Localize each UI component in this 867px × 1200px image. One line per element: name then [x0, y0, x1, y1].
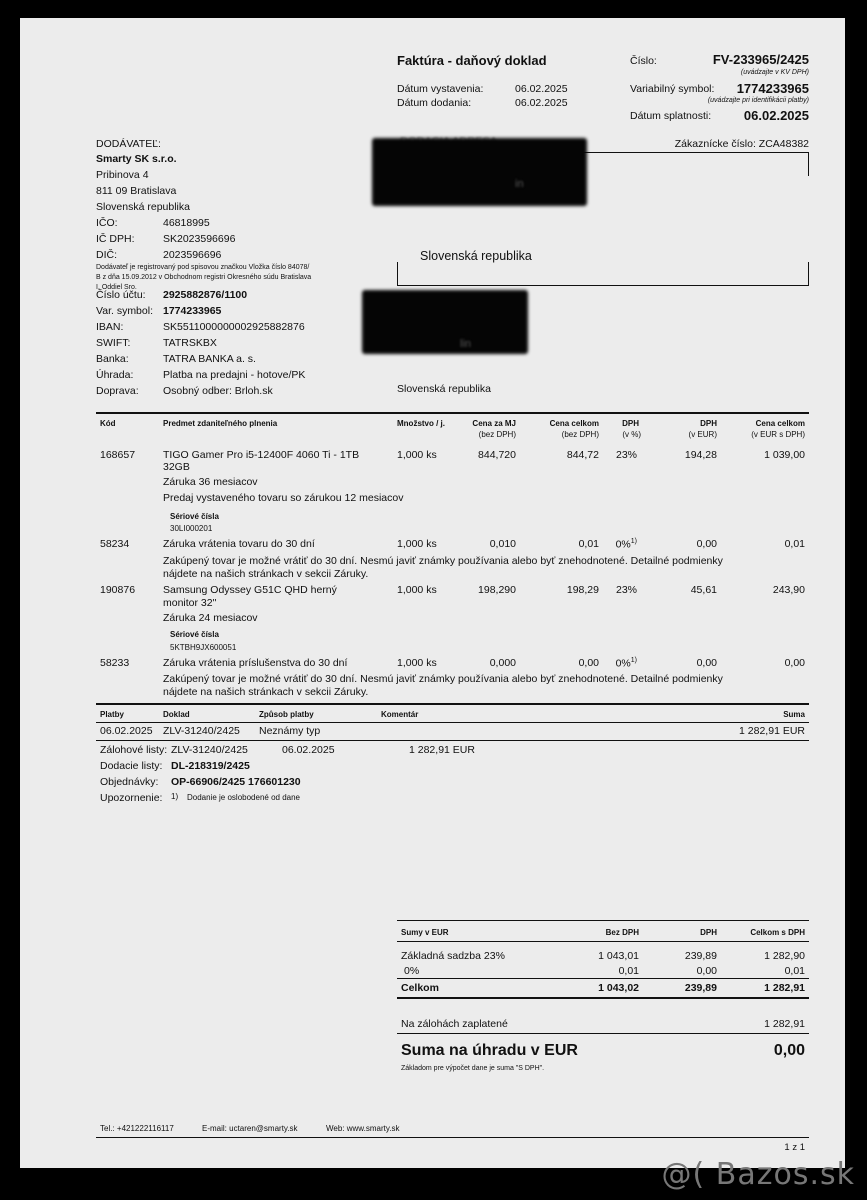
due-date-label: Dátum splatnosti:: [630, 110, 712, 122]
page-number: 1 z 1: [784, 1142, 805, 1153]
summary-row-label: Základná sadzba 23%: [401, 950, 505, 962]
item-name: TIGO Gamer Pro i5-12400F 4060 Ti - 1TB: [163, 449, 360, 461]
delivery-date-label: Dátum dodania:: [397, 97, 472, 109]
item-name: Samsung Odyssey G51C QHD herný: [163, 584, 337, 596]
varsym-label: Var. symbol:: [96, 305, 153, 317]
serial-number: 5KTBH9JX600051: [170, 643, 237, 652]
notice-number: 1): [171, 792, 179, 801]
summary-row-label: 0%: [404, 965, 420, 977]
ico-value: 46818995: [163, 217, 210, 229]
col-unit-price-sub: (bez DPH): [478, 430, 516, 439]
deposits-paid-label: Na zálohách zaplatené: [401, 1018, 508, 1030]
col-vat-rate-sub: (v %): [622, 430, 641, 439]
item-total: 198,29: [566, 584, 599, 596]
item-total: 844,72: [566, 449, 599, 461]
variable-symbol: 1774233965: [736, 81, 809, 96]
account-label: Číslo účtu:: [96, 289, 146, 301]
col-vat-amount: DPH: [700, 419, 717, 428]
delivery-date: 06.02.2025: [515, 97, 568, 109]
footer-rule: [96, 1137, 809, 1138]
summary-total-label: Celkom: [401, 982, 439, 994]
pay-col-amount: Suma: [783, 710, 805, 719]
item-unit-price: 198,290: [478, 584, 516, 596]
invoice-number: FV-233965/2425: [712, 52, 809, 67]
item-note: Zakúpený tovar je možné vrátiť do 30 dní. Nesmú javiť známky používania alebo byť znehodnotené. Detailné podmienky: [163, 673, 723, 685]
delivery-notes-label: Dodacie listy:: [100, 760, 163, 772]
col-total-sub: (bez DPH): [561, 430, 599, 439]
serial-number: 30LI000201: [170, 524, 213, 533]
payment-label: Úhrada:: [96, 369, 134, 381]
summary-row-gross: 0,01: [784, 965, 805, 977]
item-vat-rate: [616, 657, 637, 670]
item-note: Záruka 24 mesiacov: [163, 612, 258, 624]
item-note: nájdete na našich stránkach v sekcii Záruky.: [163, 568, 369, 580]
invoice-title: Faktúra - daňový doklad: [397, 53, 547, 68]
item-name-cont: monitor 32": [163, 597, 217, 609]
ico-label: IČO:: [96, 217, 118, 229]
item-vat-amount: 194,28: [684, 449, 717, 461]
summary-total-vat: 239,89: [684, 982, 717, 994]
summary-top-rule: [397, 920, 809, 921]
footer-phone: Tel.: +421222116117: [100, 1124, 174, 1133]
payments-table-top-rule: [96, 703, 809, 705]
item-code: 58233: [100, 657, 130, 669]
payment-doc: ZLV-31240/2425: [163, 725, 240, 737]
supplier-country: Slovenská republika: [96, 201, 190, 213]
amount-due-value: 0,00: [773, 1042, 805, 1059]
payment-value: Platba na predajni - hotove/PK: [163, 369, 306, 381]
customer-blur-fragment-2: in: [515, 178, 524, 190]
supplier-city: 811 09 Bratislava: [96, 185, 177, 197]
vat-footnote-mark: 1): [630, 538, 637, 545]
tax-basis-note: Základom pre výpočet dane je suma "S DPH".: [401, 1065, 545, 1072]
customer-number: Zákaznícke číslo: ZCA48382: [674, 138, 809, 150]
swift-label: SWIFT:: [96, 337, 131, 349]
invoice-page: [20, 18, 845, 1168]
item-unit-price: 844,720: [478, 449, 516, 461]
item-note: Predaj vystaveného tovaru so zárukou 12 mesiacov: [163, 492, 404, 504]
item-qty: 1,000 ks: [397, 657, 437, 669]
summary-col-net: Bez DPH: [605, 928, 639, 937]
invoice-number-note: (uvádzajte v KV DPH): [740, 69, 809, 76]
supplier-street: Pribinova 4: [96, 169, 149, 181]
summary-row-net: 1 043,01: [598, 950, 639, 962]
col-unit-price: Cena za MJ: [472, 419, 516, 428]
pay-col-payments: Platby: [100, 710, 125, 719]
item-gross: 0,00: [784, 657, 805, 669]
col-code: Kód: [100, 419, 116, 428]
item-vat-rate: 23%: [615, 584, 637, 596]
due-date: 06.02.2025: [743, 108, 809, 123]
customer-address-redaction: [372, 138, 587, 206]
col-vat-rate: DPH: [622, 419, 639, 428]
variable-symbol-note: (uvádzajte pri identifikácii platby): [707, 97, 809, 104]
bank-value: TATRA BANKA a. s.: [163, 353, 256, 365]
summary-col-label: Sumy v EUR: [401, 928, 449, 937]
col-gross: Cena celkom: [755, 419, 805, 428]
customer-box-right-bottom: [808, 262, 809, 286]
delivery-notes: DL-218319/2425: [171, 760, 250, 772]
payment-amount: 1 282,91 EUR: [739, 725, 805, 737]
customer-box-right-top: [808, 152, 809, 176]
item-vat-rate: 23%: [615, 449, 637, 461]
deposits-paid-value: 1 282,91: [764, 1018, 805, 1030]
variable-symbol-label: Variabilný symbol:: [630, 83, 715, 95]
col-gross-sub: (v EUR s DPH): [751, 430, 805, 439]
item-gross: 243,90: [772, 584, 805, 596]
customer-box-bottom: [397, 285, 809, 286]
delivery-blur-fragment: lin: [460, 338, 472, 350]
item-note: Záruka 36 mesiacov: [163, 476, 258, 488]
serial-label: Sériové čísla: [170, 512, 219, 521]
dic-value: 2023596696: [163, 249, 222, 261]
swift-value: TATRSKBX: [163, 337, 217, 349]
item-code: 190876: [100, 584, 136, 596]
item-gross: 0,01: [784, 538, 805, 550]
customer-country: Slovenská republika: [420, 249, 532, 263]
item-code: 168657: [100, 449, 136, 461]
summary-col-gross: Celkom s DPH: [750, 928, 805, 937]
vat-footnote-mark: 1): [630, 657, 637, 664]
item-vat-amount: 0,00: [696, 538, 717, 550]
registry-line-3: I, Oddiel Sro.: [96, 284, 137, 291]
col-vat-amount-sub: (v EUR): [688, 430, 717, 439]
summary-row-vat: 0,00: [696, 965, 717, 977]
col-subject: Predmet zdaniteľného plnenia: [163, 419, 278, 428]
item-vat-amount: 0,00: [696, 657, 717, 669]
issue-date-label: Dátum vystavenia:: [397, 83, 484, 95]
col-total: Cena celkom: [549, 419, 599, 428]
item-unit-price: 0,010: [489, 538, 516, 550]
item-total: 0,00: [578, 657, 599, 669]
icdph-label: IČ DPH:: [96, 233, 135, 245]
serial-label: Sériové čísla: [170, 630, 219, 639]
bazos-watermark: @( Bazos.sk: [661, 1157, 855, 1192]
deposit-date: 06.02.2025: [282, 744, 335, 756]
vat-rate-value: 0%: [615, 657, 631, 670]
invoice-number-label: Číslo:: [630, 55, 657, 67]
summary-row-net: 0,01: [618, 965, 639, 977]
summary-total-rule: [397, 978, 809, 979]
item-name: Záruka vrátenia tovaru do 30 dní: [163, 538, 315, 550]
bank-label: Banka:: [96, 353, 129, 365]
orders-value: OP-66906/2425 176601230: [171, 776, 301, 788]
item-vat-rate: [616, 538, 637, 551]
notice-label: Upozornenie:: [100, 792, 163, 804]
icdph-value: SK2023596696: [163, 233, 236, 245]
issue-date: 06.02.2025: [515, 83, 568, 95]
item-qty: 1,000 ks: [397, 449, 437, 461]
summary-bottom-rule: [397, 997, 809, 999]
iban-value: SK5511000000002925882876: [163, 321, 305, 333]
orders-label: Objednávky:: [100, 776, 159, 788]
summary-col-vat: DPH: [700, 928, 717, 937]
customer-box-left-bottom: [397, 262, 398, 286]
item-name-cont: 32GB: [163, 461, 190, 473]
supplier-name: Smarty SK s.r.o.: [96, 153, 177, 165]
registry-line-2: B z dňa 15.09.2012 v Obchodnom registri Okresného súdu Bratislava: [96, 274, 312, 281]
item-gross: 1 039,00: [764, 449, 805, 461]
supplier-heading: DODÁVATEĽ:: [96, 138, 161, 150]
shipping-value: Osobný odber: Brloh.sk: [163, 385, 273, 397]
items-table-top-rule: [96, 412, 809, 414]
item-name: Záruka vrátenia príslušenstva do 30 dní: [163, 657, 348, 669]
amount-due-rule: [397, 1033, 809, 1034]
iban-label: IBAN:: [96, 321, 124, 333]
pay-col-comment: Komentár: [381, 710, 419, 719]
item-unit-price: 0,000: [489, 657, 516, 669]
summary-row-vat: 239,89: [684, 950, 717, 962]
item-note: nájdete na našich stránkach v sekcii Záruky.: [163, 686, 369, 698]
footer-email: E-mail: uctaren@smarty.sk: [202, 1124, 298, 1133]
deposit-amount: 1 282,91 EUR: [409, 744, 475, 756]
footer-web: Web: www.smarty.sk: [326, 1124, 400, 1133]
delivery-address-redaction: [362, 290, 528, 354]
payment-date: 06.02.2025: [100, 725, 153, 737]
summary-total-net: 1 043,02: [598, 982, 639, 994]
varsym-value: 1774233965: [163, 305, 222, 317]
payments-table-bottom-rule: [96, 740, 809, 741]
delivery-country: Slovenská republika: [397, 383, 491, 395]
deposit-label: Zálohové listy:: [100, 744, 168, 756]
notice-text: Dodanie je oslobodené od dane: [187, 793, 300, 802]
amount-due-label: Suma na úhradu v EUR: [401, 1042, 578, 1059]
item-qty: 1,000 ks: [397, 584, 437, 596]
item-total: 0,01: [578, 538, 599, 550]
item-note: Zakúpený tovar je možné vrátiť do 30 dní. Nesmú javiť známky používania alebo byť znehodnotené. Detailné podmienky: [163, 555, 723, 567]
vat-rate-value: 0%: [615, 538, 631, 551]
summary-row-gross: 1 282,90: [764, 950, 805, 962]
summary-header-rule: [397, 941, 809, 942]
col-qty: Množstvo / j.: [397, 419, 445, 428]
pay-col-doc: Doklad: [163, 710, 190, 719]
deposit-doc: ZLV-31240/2425: [171, 744, 248, 756]
item-qty: 1,000 ks: [397, 538, 437, 550]
payments-header-rule: [96, 722, 809, 723]
item-code: 58234: [100, 538, 130, 550]
dic-label: DIČ:: [96, 249, 117, 261]
summary-total-gross: 1 282,91: [764, 982, 805, 994]
pay-col-method: Způsob platby: [259, 710, 314, 719]
account-value: 2925882876/1100: [163, 289, 248, 301]
payment-method: Neznámy typ: [259, 725, 321, 737]
item-vat-amount: 45,61: [690, 584, 717, 596]
shipping-label: Doprava:: [96, 385, 139, 397]
registry-line-1: Dodávateľ je registrovaný pod spisovou značkou Vložka číslo 84078/: [96, 264, 310, 271]
